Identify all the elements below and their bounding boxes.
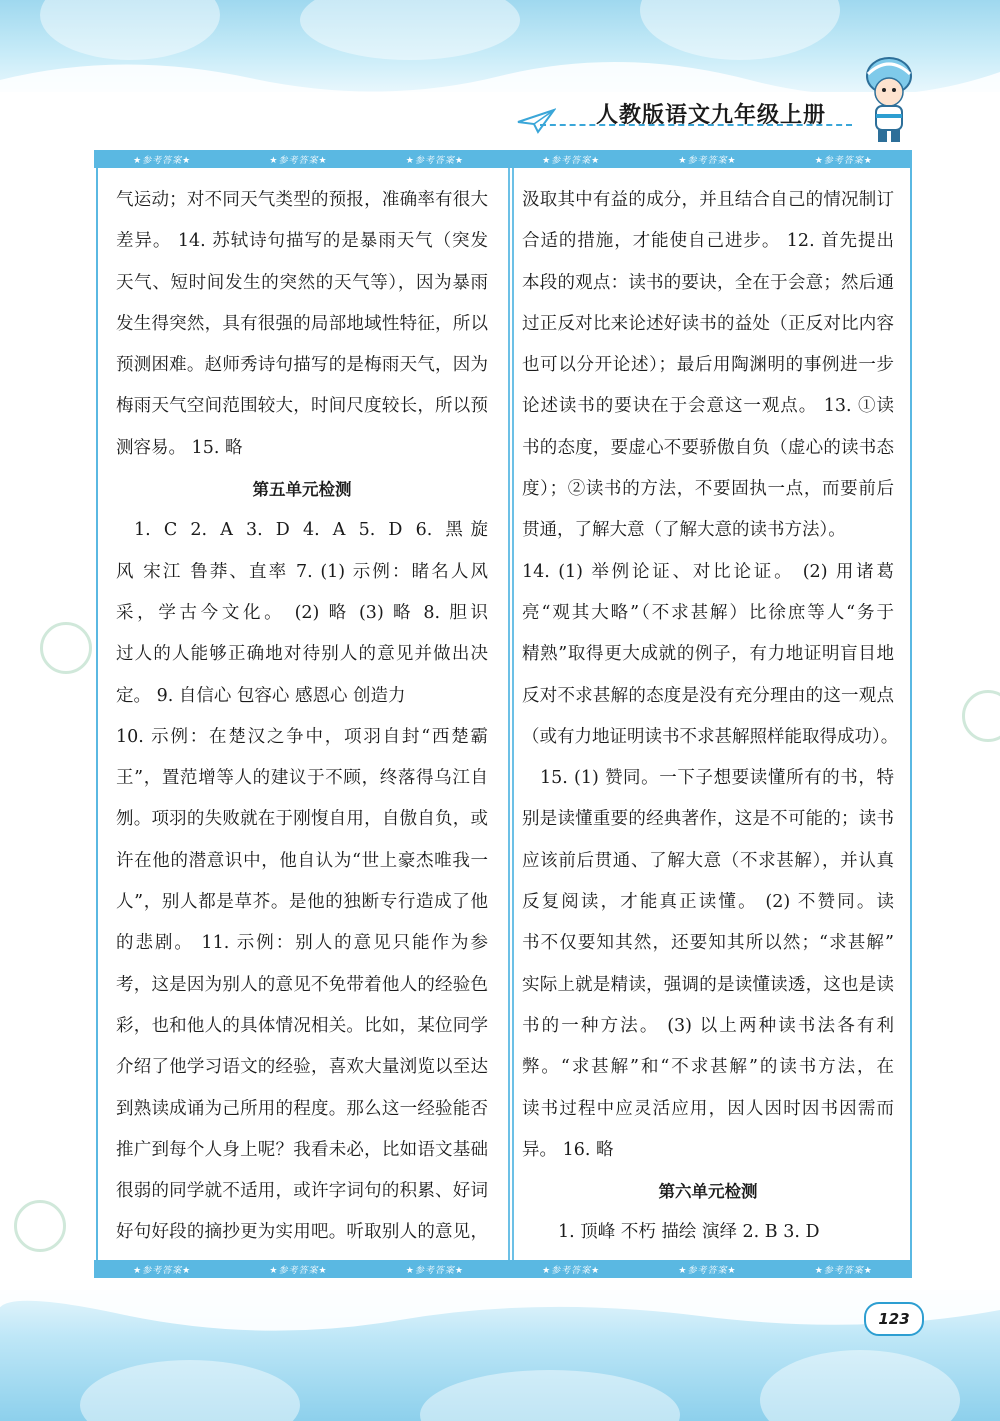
text-line: 精熟”取得更大成就的例子，有力地证明盲目地 [522, 644, 894, 665]
strip-tag: ★参考答案★ [133, 155, 192, 166]
text-line: 贯通，了解大意（了解大意的读书方法）。 [522, 520, 846, 541]
text-line: 发生得突然，具有很强的局部地域性特征，所以 [116, 313, 488, 334]
text-line: 好句好段的摘抄更为实用吧。听取别人的意见， [116, 1222, 488, 1243]
watermark-logo-icon [40, 622, 92, 674]
page-number: 123 [864, 1302, 924, 1336]
text-line: 风 宋江 鲁莽、直率 7. (1) 示例：睹名人风 [116, 561, 488, 582]
top-decorative-band [0, 0, 1000, 92]
text-line: 书的一种方法。 (3) 以上两种读书法各有利 [522, 1015, 894, 1036]
text-line: 王”，置范增等人的建议于不顾，终落得乌江自 [116, 768, 488, 789]
text-line: 也可以分开论述）；最后用陶渊明的事例进一步 [522, 355, 894, 376]
text-line: 14. (1) 举例论证、对比论证。 (2) 用诸葛 [522, 561, 894, 582]
watermark-logo-icon [14, 1200, 66, 1252]
paper-plane-icon [516, 108, 556, 134]
text-line: 论述读书的要诀在于会意这一观点。 13. ①读 [522, 396, 894, 417]
strip-tag: ★参考答案★ [678, 155, 737, 166]
text-line: 实际上就是精读，强调的是读懂读透，这也是读 [522, 974, 894, 995]
section-heading: 第五单元检测 [252, 480, 352, 500]
text-line: 预测困难。赵师秀诗句描写的是梅雨天气，因为 [116, 355, 488, 376]
strip-tag: ★参考答案★ [542, 1265, 601, 1276]
strip-tag: ★参考答案★ [269, 155, 328, 166]
strip-tag: ★参考答案★ [405, 155, 464, 166]
text-line: 反对不求甚解的态度是没有充分理由的这一观点 [522, 685, 894, 706]
text-line: 测容易。 15. 略 [116, 437, 243, 458]
text-line: 梅雨天气空间范围较大，时间尺度较长，所以预 [116, 396, 488, 417]
strip-tag: ★参考答案★ [814, 1265, 873, 1276]
frame-bottom-strip [94, 1260, 912, 1278]
text-line: 刎。项羽的失败就在于刚愎自用，自傲自负，或 [116, 809, 488, 830]
text-line: 异。 16. 略 [522, 1139, 614, 1160]
text-line: 彩，也和他人的具体情况相关。比如，某位同学 [116, 1015, 488, 1036]
text-line: 别是读懂重要的经典著作，这是不可能的；读书 [522, 809, 894, 830]
text-line: 应该前后贯通、了解大意（不求甚解），并认真 [522, 850, 894, 871]
title-underline [540, 124, 852, 126]
column-divider [508, 168, 514, 1260]
bottom-decorative-band [0, 1290, 1000, 1421]
text-line: 到熟读成诵为己所用的程度。那么这一经验能否 [116, 1098, 488, 1119]
strip-tag: ★参考答案★ [405, 1265, 464, 1276]
text-line: 介绍了他学习语文的经验，喜欢大量浏览以至达 [116, 1057, 488, 1078]
text-line: 天气、短时间发生的突然的天气等），因为暴雨 [116, 272, 488, 293]
text-line: 差异。 14. 苏轼诗句描写的是暴雨天气（突发 [116, 231, 488, 252]
text-line: 书不仅要知其然，还要知其所以然；“求甚解” [522, 933, 894, 954]
text-line: 合适的措施，才能使自己进步。 12. 首先提出 [522, 231, 894, 252]
text-line: 1. 顶峰 不朽 描绘 演绎 2. B 3. D [558, 1222, 820, 1243]
strip-tag: ★参考答案★ [678, 1265, 737, 1276]
strip-tag: ★参考答案★ [133, 1265, 192, 1276]
text-line: 10. 示例：在楚汉之争中，项羽自封“西楚霸 [116, 726, 488, 747]
right-column [522, 180, 899, 1254]
strip-tag: ★参考答案★ [542, 155, 601, 166]
text-line: 15. (1) 赞同。一下子想要读懂所有的书，特 [540, 768, 894, 789]
text-line: 气运动；对不同天气类型的预报，准确率有很大 [116, 190, 488, 210]
text-line: 书的态度，要虚心不要骄傲自负（虚心的读书态 [522, 437, 894, 458]
mascot-icon [862, 54, 916, 144]
text-line: 考，这是因为别人的意见不免带着他人的经验色 [116, 974, 488, 995]
watermark-logo-icon [962, 690, 1000, 742]
text-line: 人”，别人都是草芥。是他的独断专行造成了他 [116, 892, 488, 913]
strip-tag: ★参考答案★ [269, 1265, 328, 1276]
text-line: 汲取其中有益的成分，并且结合自己的情况制订 [522, 190, 894, 210]
text-line: 过人的人能够正确地对待别人的意见并做出决 [116, 644, 488, 665]
left-column [116, 180, 488, 1254]
text-line: 的悲剧。 11. 示例：别人的意见只能作为参 [116, 933, 488, 954]
text-line: 反复阅读，才能真正读懂。 (2) 不赞同。读 [522, 892, 894, 913]
book-title: 人教版语文九年级上册 [596, 102, 827, 128]
text-line: 定。 9. 自信心 包容心 感恩心 创造力 [116, 685, 406, 706]
frame-top-strip [94, 150, 912, 168]
text-line: 度）；②读书的方法，不要固执一点，而要前后 [522, 479, 894, 500]
text-line: （或有力地证明读书不求甚解照样能取得成功）。 [522, 726, 899, 747]
text-line: 很弱的同学就不适用，或许字词句的积累、好词 [116, 1181, 488, 1202]
section-heading: 第六单元检测 [658, 1182, 758, 1202]
text-line: 许在他的潜意识中，他自认为“世上豪杰唯我一 [116, 850, 488, 871]
strip-tag: ★参考答案★ [814, 155, 873, 166]
text-line: 采，学古今文化。 (2) 略 (3) 略 8. 胆识 [116, 602, 488, 623]
text-line: 1. C 2. A 3. D 4. A 5. D 6. 黑旋 [134, 520, 488, 541]
text-line: 推广到每个人身上呢？我看未必，比如语文基础 [116, 1139, 488, 1160]
text-line: 过正反对比来论述好读书的益处（正反对比内容 [522, 313, 894, 334]
text-line: 弊。“求甚解”和“不求甚解”的读书方法，在 [522, 1057, 894, 1078]
text-line: 本段的观点：读书的要诀，全在于会意；然后通 [522, 272, 894, 293]
text-line: 亮“观其大略”（不求甚解）比徐庶等人“务于 [522, 602, 894, 623]
text-line: 读书过程中应灵活应用，因人因时因书因需而 [522, 1098, 894, 1119]
